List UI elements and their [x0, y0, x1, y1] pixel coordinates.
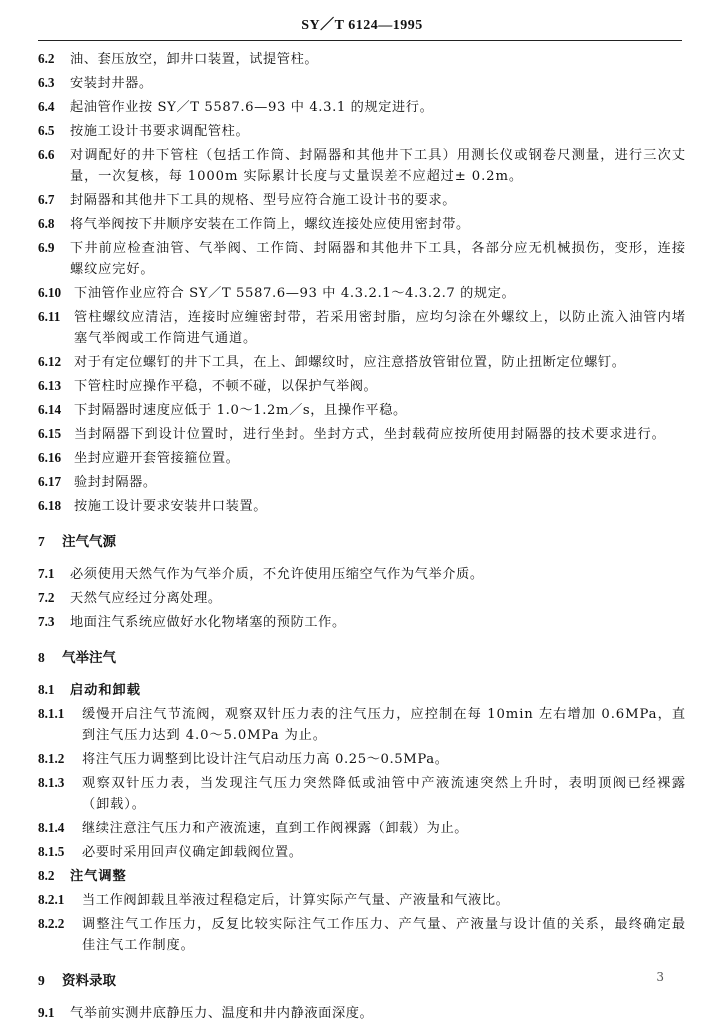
subsection-title: 注气调整: [70, 869, 127, 884]
clause-text: 下油管作业应符合 SY／T 5587.6—93 中 4.3.2.1～4.3.2.7 的规定。: [74, 286, 516, 301]
clause-8-1-4: [38, 817, 686, 839]
subsection-heading-8-2: [38, 865, 686, 887]
clause-text: 安装封井器。: [70, 76, 153, 91]
clause-9-1: [38, 1002, 686, 1024]
section-number: 7: [38, 534, 45, 549]
clause-text: 缓慢开启注气节流阀，观察双针压力表的注气压力，应控制在每 10min 左右增加 0.6MPa，直到注气压力达到 4.0～5.0MPa 为止。: [82, 707, 686, 743]
clause-text: 验封封隔器。: [74, 475, 157, 490]
section-heading-7: [38, 531, 686, 553]
section-heading-9: [38, 970, 686, 992]
clause-text: 封隔器和其他井下工具的规格、型号应符合施工设计书的要求。: [70, 193, 457, 208]
section-number: 8: [38, 650, 45, 665]
clause-number: 8.2.2: [38, 916, 65, 931]
clause-6-7: [38, 189, 686, 211]
clause-text: 坐封应避开套管接箍位置。: [74, 451, 240, 466]
clause-number: 6.8: [38, 216, 55, 231]
clause-number: 7.2: [38, 590, 55, 605]
clause-6-10: [38, 282, 686, 304]
clause-number: 6.15: [38, 426, 62, 441]
section-title: 注气气源: [62, 534, 116, 550]
clause-6-3: [38, 72, 686, 94]
page-header: SY／T 6124—1995: [301, 18, 423, 33]
clause-text: 将气举阀按下井顺序安装在工作筒上，螺纹连接处应使用密封带。: [70, 217, 470, 232]
clause-text: 当封隔器下到设计位置时，进行坐封。坐封方式，坐封载荷应按所使用封隔器的技术要求进行。: [74, 427, 666, 442]
clause-text: 当工作阀卸载且举液过程稳定后，计算实际产气量、产液量和气液比。: [82, 893, 510, 908]
clause-number: 6.13: [38, 378, 62, 393]
clause-number: 6.14: [38, 402, 62, 417]
clause-7-2: [38, 587, 686, 609]
clause-text: 起油管作业按 SY／T 5587.6—93 中 4.3.1 的规定进行。: [70, 100, 434, 115]
clause-number: 6.12: [38, 354, 62, 369]
clause-6-12: [38, 351, 686, 373]
clause-6-5: [38, 120, 686, 142]
clause-number: 8.1.3: [38, 775, 65, 790]
clause-number: 8.1.1: [38, 706, 65, 721]
clause-8-1-3: [38, 772, 686, 815]
clause-7-3: [38, 611, 686, 633]
clause-text: 对调配好的井下管柱（包括工作筒、封隔器和其他井下工具）用测长仪或钢卷尺测量，进行三次丈量，一次复核，每 1000m 实际累计长度与丈量误差不应超过± 0.2m。: [70, 148, 686, 184]
clause-text: 必须使用天然气作为气举介质，不允许使用压缩空气作为气举介质。: [70, 567, 484, 582]
clause-number: 6.6: [38, 147, 55, 162]
clause-number: 7.3: [38, 614, 55, 629]
clause-number: 6.7: [38, 192, 55, 207]
clause-8-2-1: [38, 889, 686, 911]
clause-text: 下封隔器时速度应低于 1.0～1.2m／s，且操作平稳。: [74, 403, 407, 418]
clause-6-15: [38, 423, 686, 445]
clause-text: 按施工设计要求安装井口装置。: [74, 499, 268, 514]
clause-text: 对于有定位螺钉的井下工具，在上、卸螺纹时，应注意搭放管钳位置，防止扭断定位螺钉。: [74, 355, 626, 370]
clause-number: 6.18: [38, 498, 62, 513]
clause-number: 8.2.1: [38, 892, 65, 907]
section-heading-8: [38, 647, 686, 669]
clause-text: 油、套压放空，卸井口装置，试提管柱。: [70, 52, 319, 67]
section-number: 9: [38, 973, 45, 988]
clause-number: 9.1: [38, 1005, 55, 1020]
clause-6-14: [38, 399, 686, 421]
clause-8-1-5: [38, 841, 686, 863]
clause-number: 8.1.5: [38, 844, 65, 859]
clause-text: 管柱螺纹应清洁，连接时应缠密封带，若采用密封脂，应均匀涂在外螺纹上，以防止流入油管内堵塞气举阀或工作筒进气通道。: [74, 310, 686, 346]
subsection-number: 8.2: [38, 868, 55, 883]
clause-6-4: [38, 96, 686, 118]
clause-text: 必要时采用回声仪确定卸载阀位置。: [82, 845, 303, 860]
clause-8-1-2: [38, 748, 686, 770]
clause-text: 天然气应经过分离处理。: [70, 591, 222, 606]
clause-number: 6.9: [38, 240, 55, 255]
clause-6-18: [38, 495, 686, 517]
page-number: 3: [656, 970, 664, 984]
clause-text: 观察双针压力表，当发现注气压力突然降低或油管中产液流速突然上升时，表明顶阀已经裸露（卸载）。: [82, 776, 686, 812]
clause-text: 地面注气系统应做好水化物堵塞的预防工作。: [70, 615, 346, 630]
clause-number: 6.17: [38, 474, 62, 489]
clause-text: 将注气压力调整到比设计注气启动压力高 0.25～0.5MPa。: [82, 752, 449, 767]
clause-number: 6.2: [38, 51, 55, 66]
clause-8-1-1: [38, 703, 686, 746]
subsection-title: 启动和卸载: [70, 683, 141, 698]
clause-number: 7.1: [38, 566, 55, 581]
header-rule: [38, 40, 682, 41]
clause-6-6: [38, 144, 686, 187]
clause-number: 6.11: [38, 309, 61, 324]
clause-number: 6.3: [38, 75, 55, 90]
clause-6-13: [38, 375, 686, 397]
clause-number: 8.1.4: [38, 820, 65, 835]
clause-text: 继续注意注气压力和产液流速，直到工作阀裸露（卸载）为止。: [82, 821, 469, 836]
subsection-heading-8-1: [38, 679, 686, 701]
clause-number: 6.4: [38, 99, 55, 114]
clause-6-2: [38, 48, 686, 70]
clause-number: 6.16: [38, 450, 62, 465]
section-title: 资料录取: [62, 973, 116, 989]
clause-text: 气举前实测井底静压力、温度和井内静液面深度。: [70, 1006, 374, 1021]
clause-text: 下井前应检查油管、气举阀、工作筒、封隔器和其他井下工具，各部分应无机械损伤，变形，连接螺纹应完好。: [70, 241, 686, 277]
clause-text: 调整注气工作压力，反复比较实际注气工作压力、产气量、产液量与设计值的关系，最终确定最佳注气工作制度。: [82, 917, 686, 953]
clause-text: 下管柱时应操作平稳，不顿不碰，以保护气举阀。: [74, 379, 378, 394]
subsection-number: 8.1: [38, 682, 55, 697]
section-title: 气举注气: [62, 650, 116, 666]
clause-6-17: [38, 471, 686, 493]
clause-6-9: [38, 237, 686, 280]
clause-6-8: [38, 213, 686, 235]
clause-8-2-2: [38, 913, 686, 956]
clause-6-11: [38, 306, 686, 349]
clause-text: 按施工设计书要求调配管柱。: [70, 124, 250, 139]
clause-number: 6.5: [38, 123, 55, 138]
clause-number: 8.1.2: [38, 751, 65, 766]
clause-6-16: [38, 447, 686, 469]
clause-7-1: [38, 563, 686, 585]
document-body: [38, 48, 686, 1026]
clause-number: 6.10: [38, 285, 62, 300]
